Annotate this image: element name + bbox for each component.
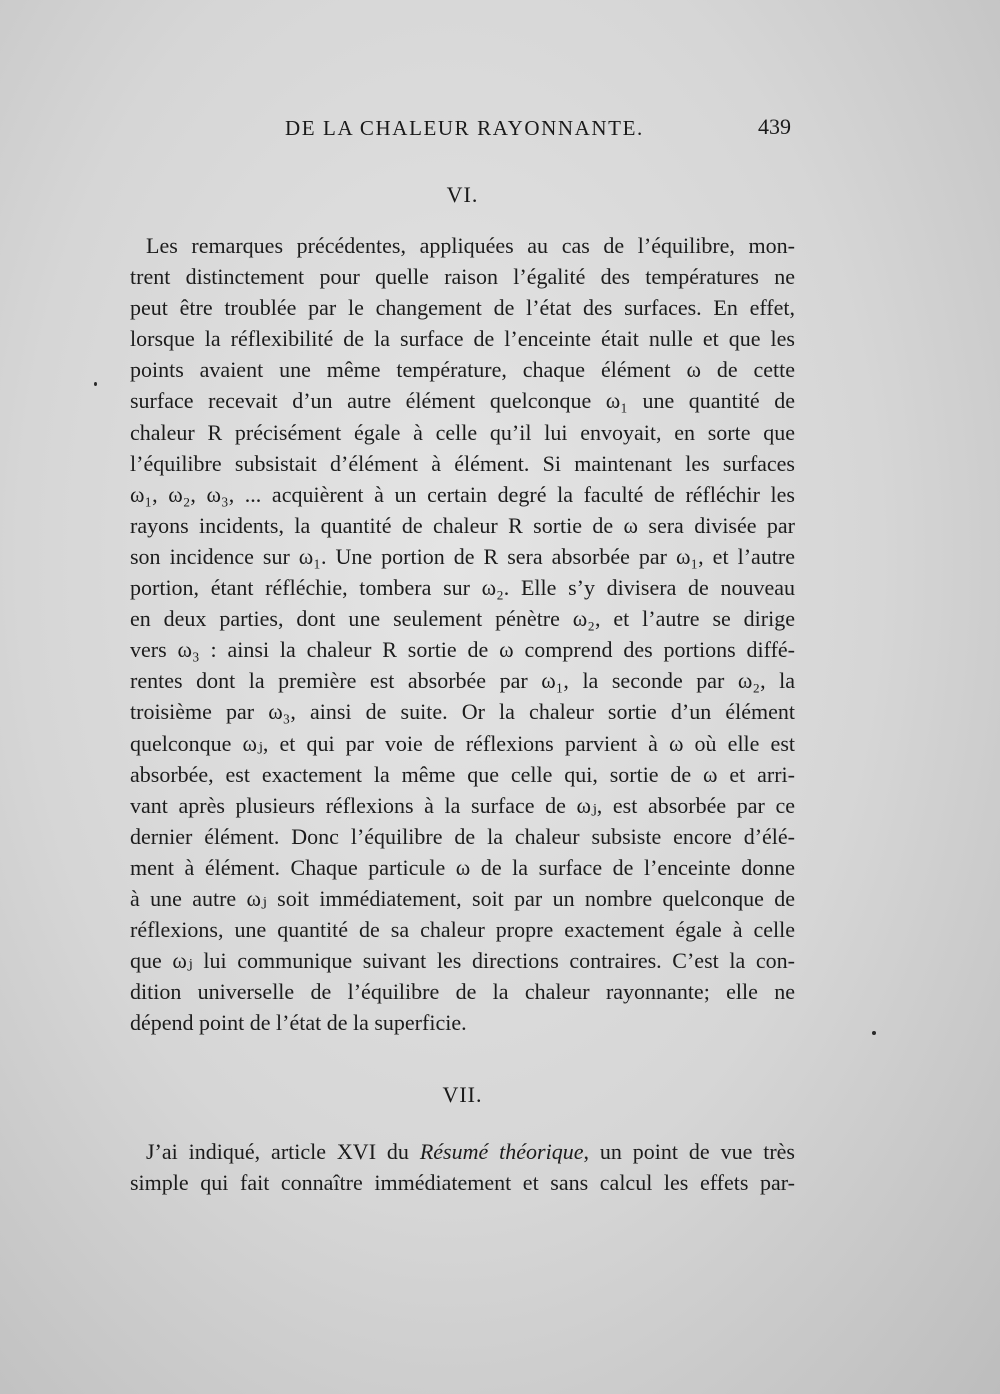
text-line: à une autre ωⱼ soit immédiatement, soit par un nombre quelconque de <box>130 885 795 911</box>
text-line: points avaient une même température, chaque élément ω de cette <box>130 357 795 383</box>
section-heading-vii: VII. <box>442 1082 483 1107</box>
text-line: ment à élément. Chaque particule ω de la surface de l’enceinte donne <box>130 854 795 880</box>
text-line: simple qui fait connaître immédiatement et sans calcul les effets par- <box>130 1170 795 1196</box>
text-line: en deux parties, dont une seulement pénètre ω₂, et l’autre se dirige <box>130 606 795 632</box>
text-line: son incidence sur ω₁. Une portion de R sera absorbée par ω₁, et l’autre <box>130 543 795 569</box>
section-heading-vi: VI. <box>446 182 479 207</box>
text-line: vant après plusieurs réflexions à la surface de ωⱼ, est absorbée par ce <box>130 792 795 818</box>
paragraph-vii <box>130 1136 795 1198</box>
text-line: quelconque ωⱼ, et qui par voie de réflexions parvient à ω où elle est <box>130 730 795 756</box>
text-line: portion, étant réfléchie, tombera sur ω₂. Elle s’y divisera de nouveau <box>130 575 795 601</box>
text-line: surface recevait d’un autre élément quelconque ω₁ une quantité de <box>130 388 795 414</box>
text-run: J’ai indiqué, article XVI du <box>146 1139 420 1164</box>
text-line: troisième par ω₃, ainsi de suite. Or la chaleur sortie d’un élément <box>130 699 795 725</box>
text-line: chaleur R précisément égale à celle qu’il lui envoyait, en sorte que <box>130 419 795 445</box>
text-line: rayons incidents, la quantité de chaleur R sortie de ω sera divisée par <box>130 512 795 538</box>
text-line: l’équilibre subsistait d’élément à élément. Si maintenant les surfaces <box>130 450 795 476</box>
text-line: rentes dont la première est absorbée par ω₁, la seconde par ω₂, la <box>130 668 795 694</box>
text-line: ω₁, ω₂, ω₃, ... acquièrent à un certain degré la faculté de réfléchir les <box>130 481 795 507</box>
paper-speck <box>872 1031 876 1035</box>
text-line: dition universelle de l’équilibre de la chaleur rayonnante; elle ne <box>130 979 795 1005</box>
text-line: Les remarques précédentes, appliquées au cas de l’équilibre, mon- <box>146 233 795 258</box>
paragraph-vi <box>130 230 795 1038</box>
text-line: absorbée, est exactement la même que celle qui, sortie de ω et arri- <box>130 761 795 787</box>
text-line: peut être troublée par le changement de l’état des surfaces. En effet, <box>130 295 795 321</box>
text-line: dernier élément. Donc l’équilibre de la chaleur subsiste encore d’élé- <box>130 823 795 849</box>
page-number: 439 <box>758 114 791 139</box>
text-line: vers ω₃ : ainsi la chaleur R sortie de ω comprend des portions diffé- <box>130 637 795 663</box>
text-line: dépend point de l’état de la superficie. <box>130 1010 467 1036</box>
paper-speck <box>94 382 97 386</box>
text-line <box>130 1136 795 1167</box>
text-run: , un point de vue très <box>583 1139 795 1164</box>
text-line: trent distinctement pour quelle raison l’égalité des températures ne <box>130 264 795 290</box>
page-header <box>130 112 795 146</box>
text-line: réflexions, une quantité de sa chaleur propre exactement égale à celle <box>130 917 795 943</box>
text-line: que ωⱼ lui communique suivant les directions contraires. C’est la con- <box>130 948 795 974</box>
italic-title: Résumé théorique <box>419 1139 584 1164</box>
text-line: lorsque la réflexibilité de la surface de l’enceinte était nulle et que les <box>130 326 795 352</box>
running-title: DE LA CHALEUR RAYONNANTE. <box>285 116 644 140</box>
